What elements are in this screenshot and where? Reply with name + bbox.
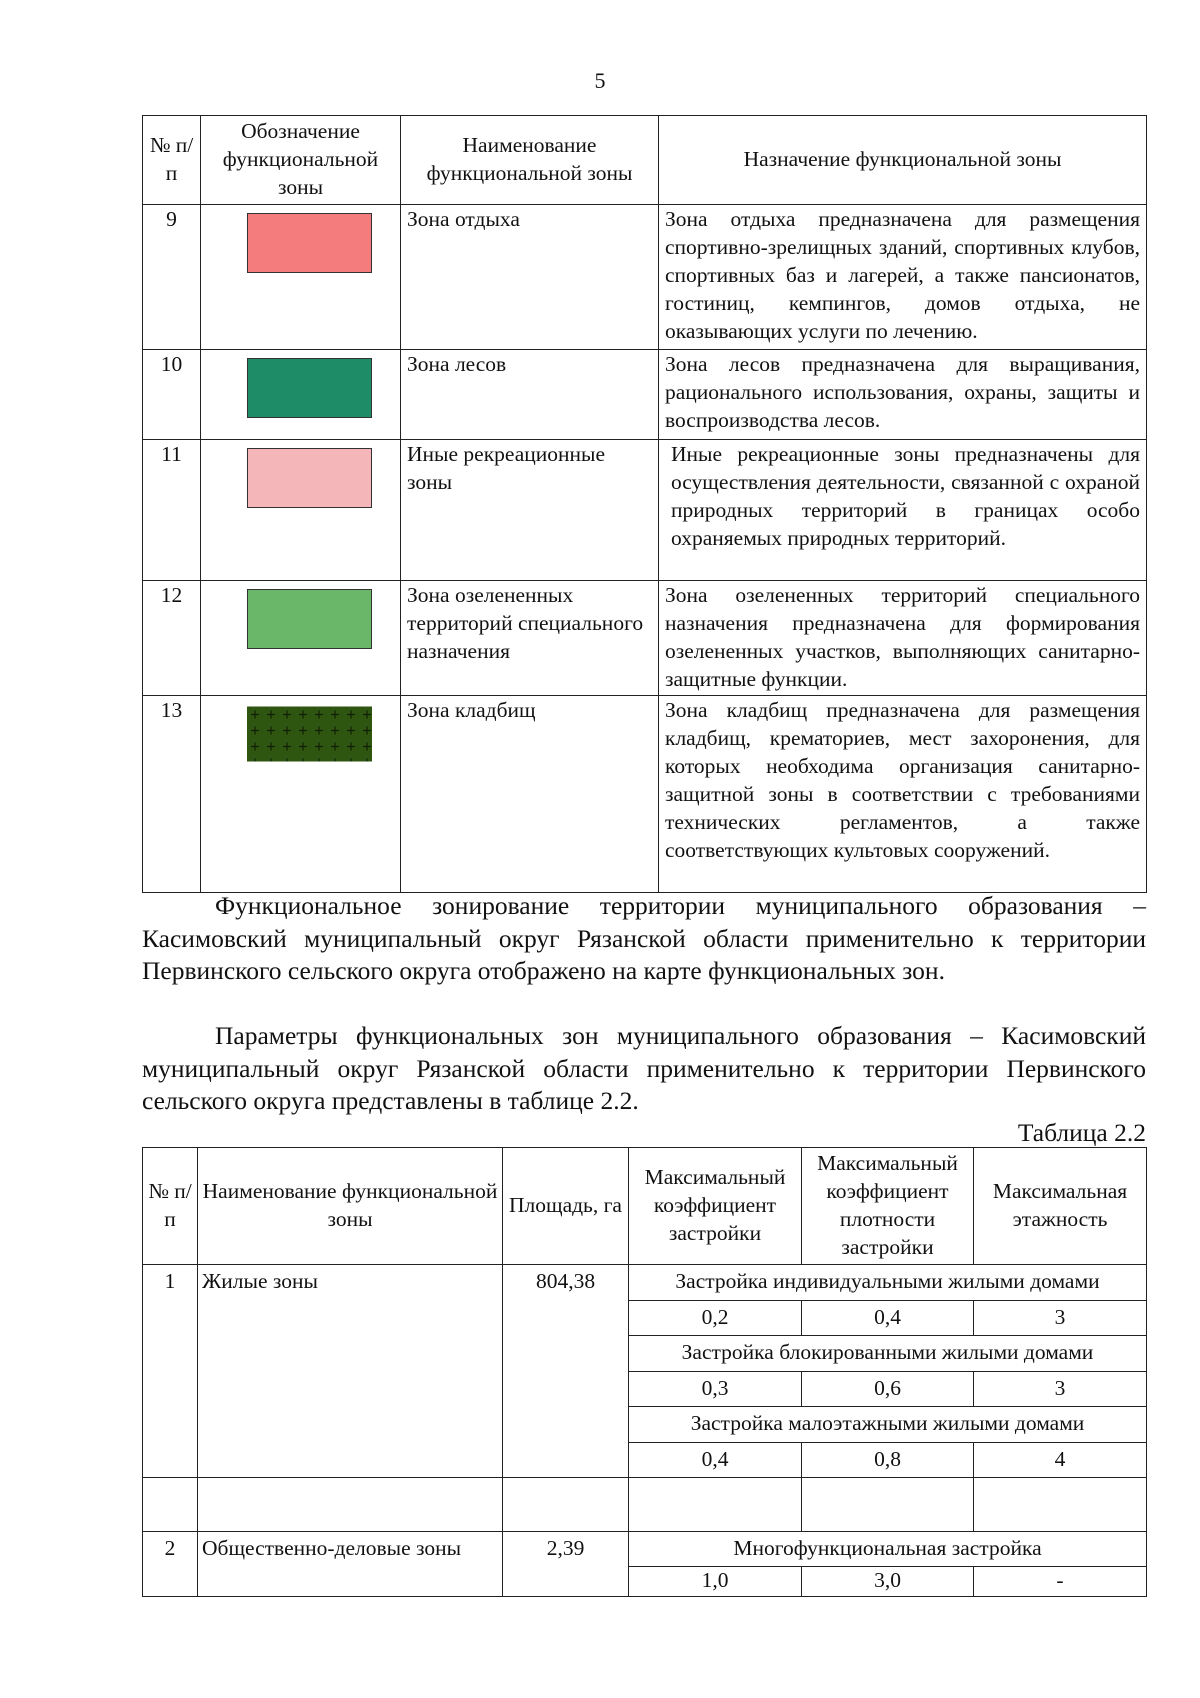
density-value: 0,6 (802, 1371, 974, 1406)
building-type-label: Многофункциональная застройка (629, 1531, 1147, 1566)
zone-number: 1 (143, 1264, 198, 1477)
coef-value: 1,0 (629, 1566, 802, 1596)
header-symbol: Обозначение функциональной зоны (201, 116, 401, 205)
zone-description: Зона лесов предназначена для выращивания, рационального использования, охраны, защиты и воспроизводства лесов. (659, 349, 1147, 439)
building-type-label: Застройка индивидуальными жилыми домами (629, 1264, 1147, 1300)
residential-group-label-row (143, 1264, 1147, 1300)
zone-symbol-cell (201, 349, 401, 439)
row-number: 13 (143, 695, 201, 892)
params-header-row (143, 1148, 1147, 1265)
coef-value: 0,4 (629, 1442, 802, 1477)
header-max-density: Максимальный коэффициент плотности застройки (802, 1148, 974, 1265)
coef-value: 0,2 (629, 1300, 802, 1335)
zone-name: Зона озелененных территорий специального назначения (401, 580, 659, 695)
floors-value: - (974, 1566, 1147, 1596)
empty-cell (503, 1477, 629, 1531)
zone-color-swatch (247, 213, 372, 273)
empty-cell (974, 1477, 1147, 1531)
density-value: 3,0 (802, 1566, 974, 1596)
empty-cell (629, 1477, 802, 1531)
header-purpose: Назначение функциональной зоны (659, 116, 1147, 205)
zone-area: 2,39 (503, 1531, 629, 1596)
row-number: 12 (143, 580, 201, 695)
zone-description: Иные рекреационные зоны предназначены для осуществления деятельности, связанной с охраной природных территорий в границах особо охраняемых природных территорий. (659, 439, 1147, 580)
zone-name: Жилые зоны (198, 1264, 503, 1477)
header-num: № п/п (143, 116, 201, 205)
zone-color-swatch (247, 448, 372, 508)
density-value: 0,8 (802, 1442, 974, 1477)
header-max-floors: Максимальная этажность (974, 1148, 1147, 1265)
floors-value: 4 (974, 1442, 1147, 1477)
zone-color-swatch (247, 358, 372, 418)
header-num: № п/п (143, 1148, 198, 1265)
zone-color-swatch (247, 589, 372, 649)
row-number: 9 (143, 204, 201, 349)
legend-row-cemeteries (143, 695, 1147, 892)
legend-row-recreation (143, 204, 1147, 349)
zone-name: Зона отдыха (401, 204, 659, 349)
zone-number: 2 (143, 1531, 198, 1596)
empty-cell (802, 1477, 974, 1531)
zone-description: Зона озелененных территорий специального назначения предназначена для формирования озелененных участков, выполняющих санитарно-защитные функции. (659, 580, 1147, 695)
floors-value: 3 (974, 1300, 1147, 1335)
empty-row (143, 1477, 1147, 1531)
legend-header-row (143, 116, 1147, 205)
zone-symbol-cell (201, 695, 401, 892)
header-zone-name: Наименование функциональной зоны (198, 1148, 503, 1265)
params-table (142, 1147, 1147, 1597)
building-type-label: Застройка малоэтажными жилыми домами (629, 1406, 1147, 1442)
zone-name: Зона лесов (401, 349, 659, 439)
paragraph-zoning: Функциональное зонирование территории муниципального образования – Касимовский муниципальный округ Рязанской области применительно к территории Первинского сельского округа отображено на карте функциональных зон. (142, 891, 1146, 985)
table-caption: Таблица 2.2 (1017, 1118, 1146, 1147)
row-number: 11 (143, 439, 201, 580)
floors-value: 3 (974, 1371, 1147, 1406)
business-group-label-row (143, 1531, 1147, 1566)
zone-symbol-cell (201, 580, 401, 695)
zone-description: Зона кладбищ предназначена для размещения кладбищ, крематориев, мест захоронения, для которых необходима организация санитарно-защитной зоны в соответствии с требованиями технических регламентов, а также соответствующих культовых сооружений. (659, 695, 1147, 892)
header-name: Наименование функциональной зоны (401, 116, 659, 205)
header-area: Площадь, га (503, 1148, 629, 1265)
page-number: 5 (594, 68, 606, 93)
empty-cell (198, 1477, 503, 1531)
empty-cell (143, 1477, 198, 1531)
cemetery-cross-pattern-icon (247, 704, 372, 764)
building-type-label: Застройка блокированными жилыми домами (629, 1335, 1147, 1371)
coef-value: 0,3 (629, 1371, 802, 1406)
zone-description: Зона отдыха предназначена для размещения спортивно-зрелищных зданий, спортивных клубов, спортивных баз и лагерей, а также пансионатов, гостиниц, кемпингов, домов отдыха, не оказывающих услуги по лечению. (659, 204, 1147, 349)
zone-name: Зона кладбищ (401, 695, 659, 892)
legend-table (142, 115, 1147, 893)
legend-row-green-special (143, 580, 1147, 695)
zone-symbol-cell (201, 204, 401, 349)
legend-row-forests (143, 349, 1147, 439)
paragraph-parameters: Параметры функциональных зон муниципального образования – Касимовский муниципальный округ Рязанской области применительно к территории Первинского сельского округа представлены в таблице 2.2. (142, 1021, 1146, 1115)
zone-name: Иные рекреационные зоны (401, 439, 659, 580)
row-number: 10 (143, 349, 201, 439)
zone-area: 804,38 (503, 1264, 629, 1477)
density-value: 0,4 (802, 1300, 974, 1335)
zone-name: Общественно-деловые зоны (198, 1531, 503, 1596)
header-max-coef: Максимальный коэффициент застройки (629, 1148, 802, 1265)
zone-symbol-cell (201, 439, 401, 580)
legend-row-other-recreation (143, 439, 1147, 580)
